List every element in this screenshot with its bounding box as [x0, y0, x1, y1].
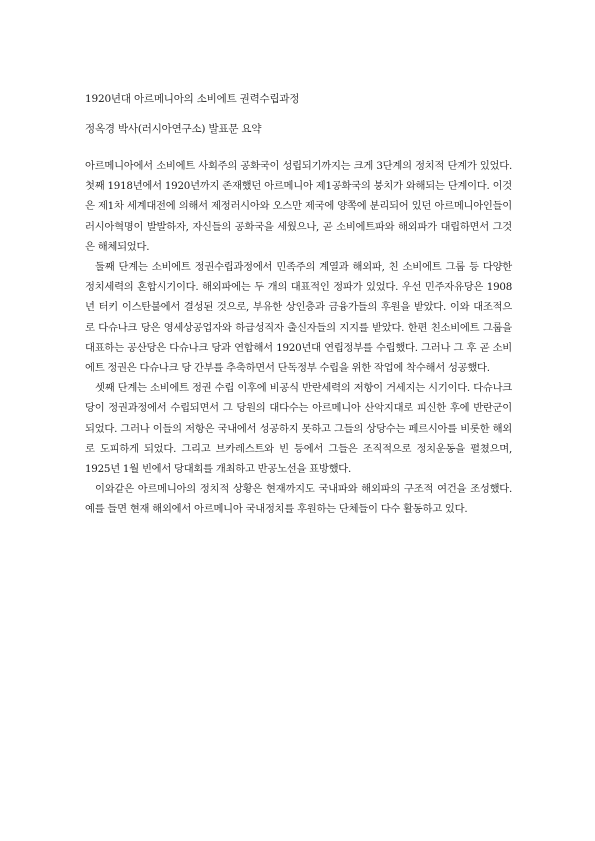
paragraph-4: 이와같은 아르메니아의 정치적 상황은 현재까지도 국내파와 해외파의 구조적 여건을 조성했다. 예를 들면 현재 해외에서 아르메니아 국내정치를 후원하는 단체들이 다수 활동하고 있다. [85, 483, 512, 516]
document-title: 1920년대 아르메니아의 소비에트 권력수립과정 [85, 93, 300, 105]
document-author: 정옥경 박사(러시아연구소) 발표문 요약 [85, 123, 262, 135]
document-page [85, 92, 512, 520]
paragraph-3: 셋째 단계는 소비에트 정권 수립 이후에 비공식 반란세력의 저항이 거세지는 시기이다. 다슈나크 당이 정권과정에서 수립되면서 그 당원의 대다수는 아르메니아 산악지대로 피신한 후에 반란군이 되었다. 그러나 이들의 저항은 국내에서 성공하지 못하고 그들의 상당수는 페르시아를 비롯한 해외로 도피하게 되었다. 그리고 브카레스트와 빈 등에서 그들은 조직적으로 정치운동을 펼쳤으며, 1925년 1월 빈에서 당대회를 개최하고 반공노선을 표방했다. [85, 382, 512, 476]
paragraph-1: 아르메니아에서 소비에트 사회주의 공화국이 성립되기까지는 크게 3단계의 정치적 단계가 있었다. 첫째 1918년에서 1920년까지 존재했던 아르메니아 제1공화국의 붕치가 와해되는 단계이다. 이것은 제1차 세계대전에 의해서 제정러시아와 오스만 제국에 양쪽에 분리되어 있던 아르메니아인들이 러시아혁명이 발발하자, 자신들의 공화국을 세웠으나, 곧 소비에트파와 해외파가 대립하면서 그것은 해체되었다. [85, 160, 512, 253]
paragraph-2: 둘째 단계는 소비에트 정권수립과정에서 민족주의 계열과 해외파, 친 소비에트 그룹 등 다양한 정치세력의 혼합시기이다. 해외파에는 두 개의 대표적인 정파가 있었다. 우선 민주자유당은 1908년 터키 이스탄불에서 결성된 것으로, 부유한 상인층과 금융가들의 후원을 받았다. 이와 대조적으로 다슈나크 당은 영세상공업자와 하급성직자 출신자들의 지지를 받았다. 한편 친소비에트 그룹을 대표하는 공산당은 다슈나크 당과 연합해서 1920년대 연립정부를 수립했다. 그러나 그 후 곧 소비에트 정권은 다슈나크 당 간부를 추축하면서 단독정부 수립을 위한 작업에 착수해서 성공했다. [85, 261, 512, 375]
